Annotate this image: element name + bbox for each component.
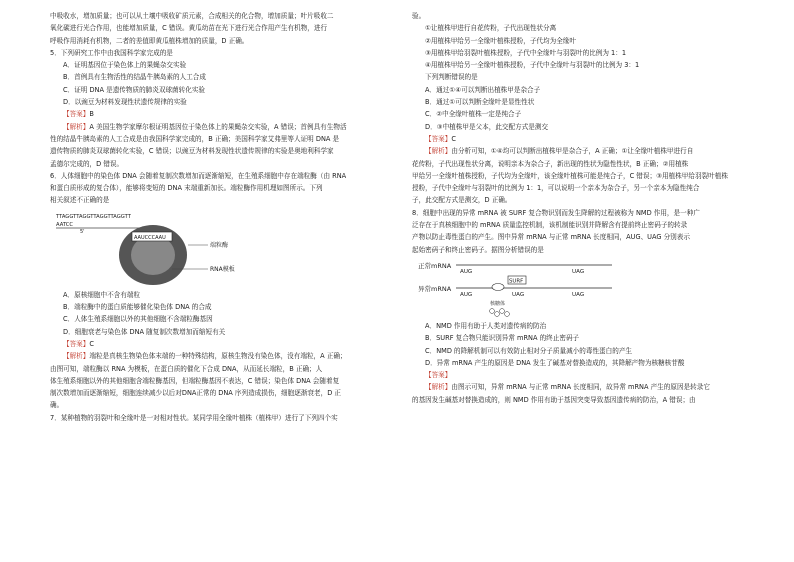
peptide-bead (505, 312, 510, 317)
q6-explanation-line: 体生殖系细胞以外的其他细胞含端粒酶基因，但端粒酶基因不表达，C 错误；染色体 DNA 会随着复 (50, 376, 340, 385)
text-line: 氧化碳进行光合作用，也能增加质量，C 错误。黄瓜幼苗在光下进行光合作用产生有机物，进行 (50, 24, 328, 33)
q8-option-a: A．NMD 作用有助于人类对遗传病的防治 (425, 321, 547, 330)
abnormal-mrna-label: 异常mRNA (418, 284, 452, 293)
enzyme-label: 端粒酶 (210, 241, 229, 249)
ribosome-label: 核糖体 (490, 300, 506, 307)
q5-explanation-line (50, 121, 388, 133)
question-6-stem: 6．人体细胞中的染色体 DNA 会随着复制次数增加而逐渐缩短，在生殖系细胞中存在端粒酶（由 RNA (50, 171, 347, 180)
q8-option-b: B．SURF 复合物只能识别异常 mRNA 的终止密码子 (425, 334, 580, 343)
peptide-bead (495, 312, 500, 317)
q7-option-d: D．③中植株甲是父本，此交配方式是测交 (425, 122, 549, 131)
peptide-bead (500, 309, 505, 314)
normal-stop-codon: UAG (572, 268, 585, 275)
q6-explanation-line: 确。 (50, 401, 64, 410)
experiment-2: ②用植株甲给另一全缘叶植株授粉，子代均为全缘叶 (425, 36, 576, 45)
q8-explanation-line (412, 381, 748, 393)
explanation-text: A 美国生物学家摩尔根证明基因位于染色体上的果蝇杂交实验，A 错误；首例具有生物活 (89, 122, 347, 131)
q6-answer (50, 338, 388, 350)
question-7-stem: 7．某种植物的羽裂叶和全缘叶是一对相对性状。某同学用全缘叶植株（植株甲）进行了下列四个实 (50, 413, 338, 422)
q6-explanation-line: 由图可知，端粒酶以 RNA 为模板，在蛋白质的催化下合成 DNA，从而延长端粒，B 正确；人 (50, 364, 323, 373)
dna-sequence-label-2: AATCC (56, 221, 73, 228)
experiment-1: ①让植株甲进行自花传粉，子代出现性状分离 (425, 24, 557, 33)
q7-option-b: B．通过①可以判断全缘叶是显性性状 (425, 98, 535, 107)
answer-value: C (451, 134, 456, 143)
q7-explanation-line (412, 145, 748, 157)
explanation-text: 由分析可知，①④均可以判断出植株甲是杂合子，A 正确；①让全缘叶植株甲进行自 (451, 147, 694, 156)
abnormal-stop-codon: UAG (512, 291, 525, 298)
telomerase-figure (50, 207, 388, 289)
q5-option-d: D．以豌豆为材料发现性状遗传规律的实验 (63, 98, 187, 107)
q6-explanation-line (50, 350, 388, 362)
right-column (412, 10, 748, 406)
q6-option-c: C．人体生殖系细胞以外的其他细胞不含端粒酶基因 (63, 315, 213, 324)
answer-tag: 【答案】 (63, 110, 90, 119)
ribosome-shape (492, 283, 504, 290)
text-line: 中吸收水，增加质量；也可以从土壤中吸收矿质元素，合成相关的化合物，增加质量；叶片吸收二 (50, 12, 334, 20)
explanation-text: 端粒是真核生物染色体末端的一种特殊结构，原核生物没有染色体，没有端粒，A 正确； (89, 352, 347, 361)
q5-option-b: B．首例具有生物活性的结晶牛胰岛素的人工合成 (63, 73, 206, 82)
text-line: 验。 (412, 12, 426, 20)
q6-explanation-line: 制次数增加而逐渐缩短，细胞连续减少以后对DNA正常的 DNA 序列造成损伤，细胞逐渐衰老，D 正 (50, 389, 341, 398)
explanation-tag: 【解析】 (63, 352, 90, 361)
q8-option-c: C．NMD 的降解机制可以有效防止相对分子质量减小的毒性蛋白的产生 (425, 346, 633, 355)
mrna-figure (412, 256, 748, 320)
experiment-3: ③用植株甲给羽裂叶植株授粉，子代中全缘叶与羽裂叶的比例为 1：1 (425, 48, 627, 57)
explanation-tag: 【解析】 (425, 147, 452, 156)
question-8-stem: 产物以防止毒性蛋白的产生。图中异常 mRNA 与正常 mRNA 长度相同，AUG、UAG 分别表示 (412, 233, 690, 242)
dna-sequence-label: TTAGGTTAGGTTAGGTTAGGTT (56, 213, 131, 220)
q7-option-c: C．②中全缘叶植株一定是纯合子 (425, 110, 522, 119)
peptide-bead (490, 309, 495, 314)
question-5-stem: 5．下列研究工作中由我国科学家完成的是 (50, 48, 173, 57)
question-8-stem: 8．细胞中出现的异常 mRNA 被 SURF 复合物识别而发生降解的过程被称为 NMD 作用，是一种广 (412, 208, 700, 217)
q5-explanation-line: 孟德尔完成的，D 错误。 (50, 159, 124, 168)
q7-explanation-line: 花传粉，子代出现性状分离，说明亲本为杂合子，新出现的性状为隐性性状，B 正确；②用植株 (412, 159, 689, 168)
q8-explanation-line: 的基因发生碱基对替换造成的，则 NMD 作用有助于基因突变导致基因遗传病的防治，A 错误；由 (412, 395, 696, 404)
q5-explanation-line: 性的结晶牛胰岛素的人工合成是由我国科学家完成的，B 正确；美国科学家艾弗里等人证明 DNA 是 (50, 134, 340, 143)
normal-start-codon: AUG (460, 268, 473, 275)
q7-answer (412, 133, 748, 145)
question-8-stem: 起始密码子和终止密码子。据图分析错误的是 (412, 245, 544, 254)
q5-option-c: C．证明 DNA 是遗传物质的肺炎双球菌转化实验 (63, 85, 206, 94)
abnormal-normal-stop-codon: UAG (572, 291, 585, 298)
left-column (50, 10, 388, 424)
rna-label: RNA模板 (210, 265, 235, 273)
q8-answer (412, 369, 748, 381)
normal-mrna-label: 正常mRNA (418, 261, 452, 270)
prime-label: 5' (80, 228, 85, 235)
surf-label: SURF (509, 278, 524, 285)
explanation-text: 由图示可知，异常 mRNA 与正常 mRNA 长度相同，故异常 mRNA 产生的原因是转录它 (451, 383, 710, 392)
text-line: 呼吸作用消耗有机物，二者的差值即黄瓜植株增加的质量，D 正确。 (50, 36, 249, 45)
telomerase-diagram (50, 207, 270, 289)
q7-explanation-line: 甲给另一全缘叶植株授粉，子代均为全缘叶，该全缘叶植株可能是纯合子，C 错误；③用植株甲给羽裂叶植株 (412, 171, 728, 180)
answer-tag: 【答案】 (425, 134, 452, 143)
question-6-stem: 和蛋白质形成的复合体），能够将变短的 DNA 末端重新加长。端粒酶作用机理如图所示。下列 (50, 184, 323, 193)
q5-answer (50, 108, 388, 120)
q8-option-d: D．异常 mRNA 产生的原因是 DNA 发生了碱基对替换造成的，其降解产物为核糖核苷酸 (425, 358, 685, 367)
answer-value: B (89, 110, 94, 119)
q7-explanation-line: 子，此交配方式是测交，D 正确。 (412, 196, 512, 205)
experiment-4: ④用植株甲给另一全缘叶植株授粉，子代中全缘叶与羽裂叶的比例为 3：1 (425, 61, 640, 70)
abnormal-start-codon: AUG (460, 291, 473, 298)
answer-value: C (89, 339, 94, 348)
explanation-tag: 【解析】 (425, 383, 452, 392)
q7-option-a: A．通过①④可以判断出植株甲是杂合子 (425, 85, 541, 94)
question-8-stem: 泛存在于真核细胞中的 mRNA 质量监控机制，该机制能识别并降解含有提前终止密码子的转录 (412, 221, 688, 230)
q6-option-a: A．原核细胞中不含有端粒 (63, 290, 141, 299)
q5-explanation-line: 遗传物质的肺炎双球菌转化实验，C 错误；以豌豆为材料发现性状遗传规律的实验是奥地利科学家 (50, 147, 334, 156)
q7-explanation-line: 授粉，子代中全缘叶与羽裂叶的比例为 1：1，可以说明一个亲本为杂合子，另一个亲本为隐性纯合 (412, 184, 700, 193)
rna-sequence-label: AAUCCCAAU (134, 234, 166, 241)
answer-tag: 【答案】 (63, 339, 90, 348)
q5-option-a: A．证明基因位于染色体上的果蝇杂交实验 (63, 61, 187, 70)
question-6-stem: 相关叙述不正确的是 (50, 196, 110, 205)
q6-option-b: B．端粒酶中的蛋白质能够催化染色体 DNA 的合成 (63, 303, 212, 312)
explanation-tag: 【解析】 (63, 122, 90, 131)
q7-ask: 下列判断错误的是 (425, 73, 478, 82)
mrna-diagram (412, 256, 652, 320)
q6-option-d: D．细胞衰老与染色体 DNA 随复制次数增加而缩短有关 (63, 327, 226, 336)
answer-tag: 【答案】 (425, 371, 452, 380)
